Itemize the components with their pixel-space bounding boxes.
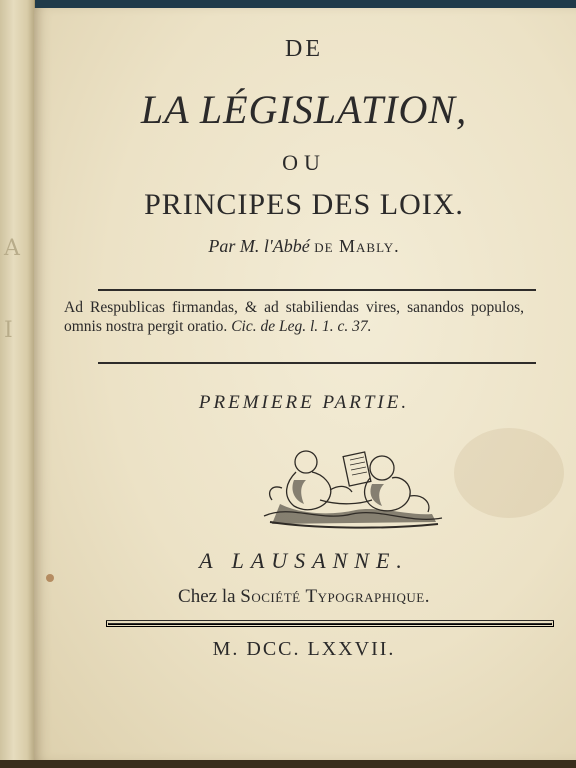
author-line [64,236,544,257]
author-name: de Mably. [314,236,400,256]
rule-bottom [106,620,554,627]
epigraph-text: Ad Respublicas firmandas, & ad stabiliendas vires, sanandos populos, omnis nostra pergit oratio. [64,299,524,335]
author-prefix: Par M. l'Abbé [208,236,310,256]
title-line-de: DE [285,36,323,62]
main-title: LA LÉGISLATION, [140,87,468,132]
cherubs-vignette-ornament [260,444,446,530]
publisher-line [64,586,544,608]
title-page [34,8,576,760]
rule-top [98,289,536,291]
book-cover-edge-top [0,0,576,8]
paper-spot [46,574,54,582]
part-heading: PREMIERE PARTIE. [198,392,410,413]
ghost-letter: I [4,318,13,343]
rule-middle [98,362,536,364]
publication-date: M. DCC. LXXVII. [212,638,396,660]
epigraph-citation: Cic. de Leg. l. 1. c. 37. [231,318,372,335]
facing-page-edge [0,0,35,768]
paper-stain [454,428,564,518]
title-line-ou: OU [282,150,326,175]
subtitle: PRINCIPES DES LOIX. [144,188,464,221]
place-of-publication: A LAUSANNE. [199,548,409,573]
book-cover-edge-bottom [0,760,576,768]
publisher-name: Société Typographique. [240,586,430,607]
epigraph [64,298,524,336]
publisher-prefix: Chez la [178,586,236,607]
ghost-letter: A [4,236,20,261]
